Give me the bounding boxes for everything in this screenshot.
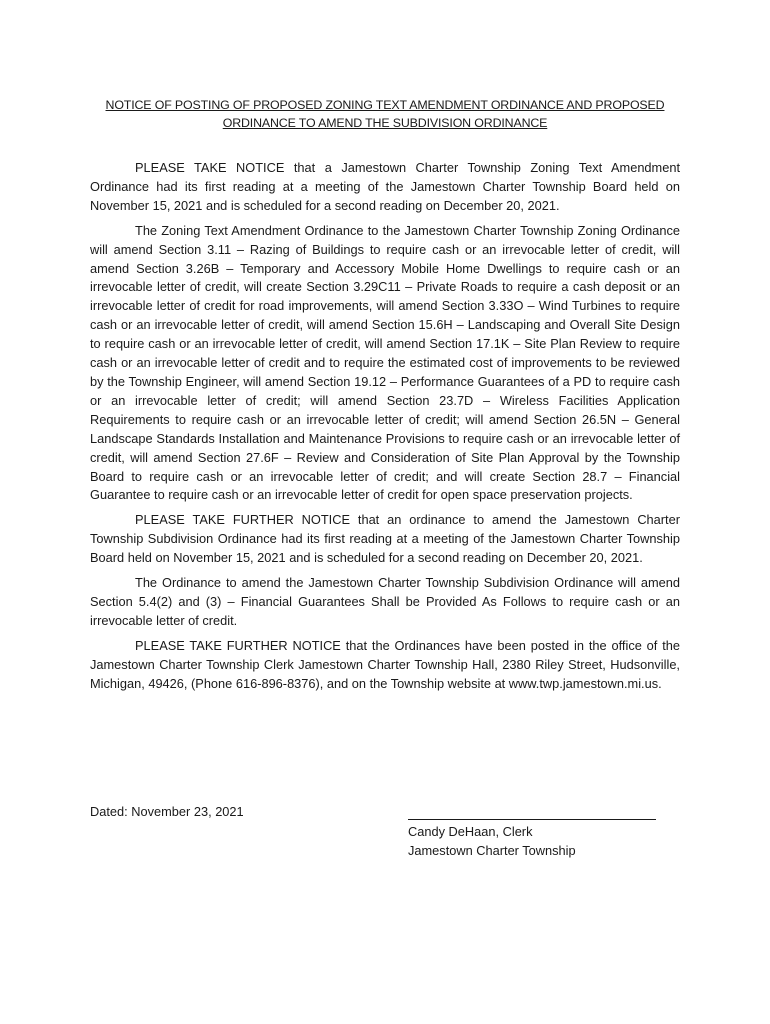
notice-title: NOTICE OF POSTING OF PROPOSED ZONING TEXT AMENDMENT ORDINANCE AND PROPOSED ORDINANCE TO AMEND THE SUBDIVISION ORDINANCE	[105, 98, 665, 130]
paragraph-subdivision-notice: PLEASE TAKE FURTHER NOTICE that an ordinance to amend the Jamestown Charter Township Subdivision Ordinance had its first reading at a meeting of the Jamestown Charter Township Board held on November 15, 2021 and is scheduled for a second reading on December 20, 2021.	[90, 512, 680, 566]
paragraph-notice-first-reading: PLEASE TAKE NOTICE that a Jamestown Charter Township Zoning Text Amendment Ordinance had its first reading at a meeting of the Jamestown Charter Township Board held on November 15, 2021 and is scheduled for a second reading on December 20, 2021.	[90, 160, 680, 213]
signatory-name: Candy DeHaan, Clerk	[408, 824, 533, 839]
signature-line	[408, 819, 656, 820]
paragraph-subdivision-amendment: The Ordinance to amend the Jamestown Charter Township Subdivision Ordinance will amend Section 5.4(2) and (3) – Financial Guarantees Shall be Provided As Follows to require cash or an irrevocable letter of credit.	[90, 575, 680, 628]
paragraph-posting-location: PLEASE TAKE FURTHER NOTICE that the Ordinances have been posted in the office of the Jamestown Charter Township Clerk Jamestown Charter Township Hall, 2380 Riley Street, Hudsonville, Michigan, 49426, (Phone 616-896-8376), and on the Township website at www.twp.jamestown.mi.us.	[90, 637, 680, 691]
paragraph-zoning-amendments: The Zoning Text Amendment Ordinance to the Jamestown Charter Township Zoning Ordinance will amend Section 3.11 – Razing of Buildings to require cash or an irrevocable letter of credit, will amend Section 3.26B – Temporary and Accessory Mobile Home Dwellings to require cash or an irrevocable letter of credit, will create Section 3.29C11 – Private Roads to require a cash deposit or an irrevocable letter of credit for road improvements, will amend Section 3.33O – Wind Turbines to require cash or an irrevocable letter of credit, will amend Section 15.6H – Landscaping and Overall Site Design to require cash or an irrevocable letter of credit, will amend Section 17.1K – Site Plan Review to require cash or an irrevocable letter of credit and to require the estimated cost of improvements to be reviewed by the Township Engineer, will amend Section 19.12 – Performance Guarantees of a PD to require cash or an irrevocable letter of credit; will amend Section 23.7D – Wireless Facilities Application Requirements to require cash or an irrevocable letter of credit; will amend Section 26.5N – General Landscape Standards Installation and Maintenance Provisions to require cash or an irrevocable letter of credit, will amend Section 27.6F – Review and Consideration of Site Plan Approval by the Township Board to require cash or an irrevocable letter of credit; and will create Section 28.7 – Financial Guarantee to require cash or an irrevocable letter of credit for open space preservation projects.	[90, 222, 680, 503]
signatory-organization: Jamestown Charter Township	[408, 843, 576, 858]
dated-line: Dated: November 23, 2021	[90, 804, 244, 819]
notice-body	[90, 159, 680, 699]
